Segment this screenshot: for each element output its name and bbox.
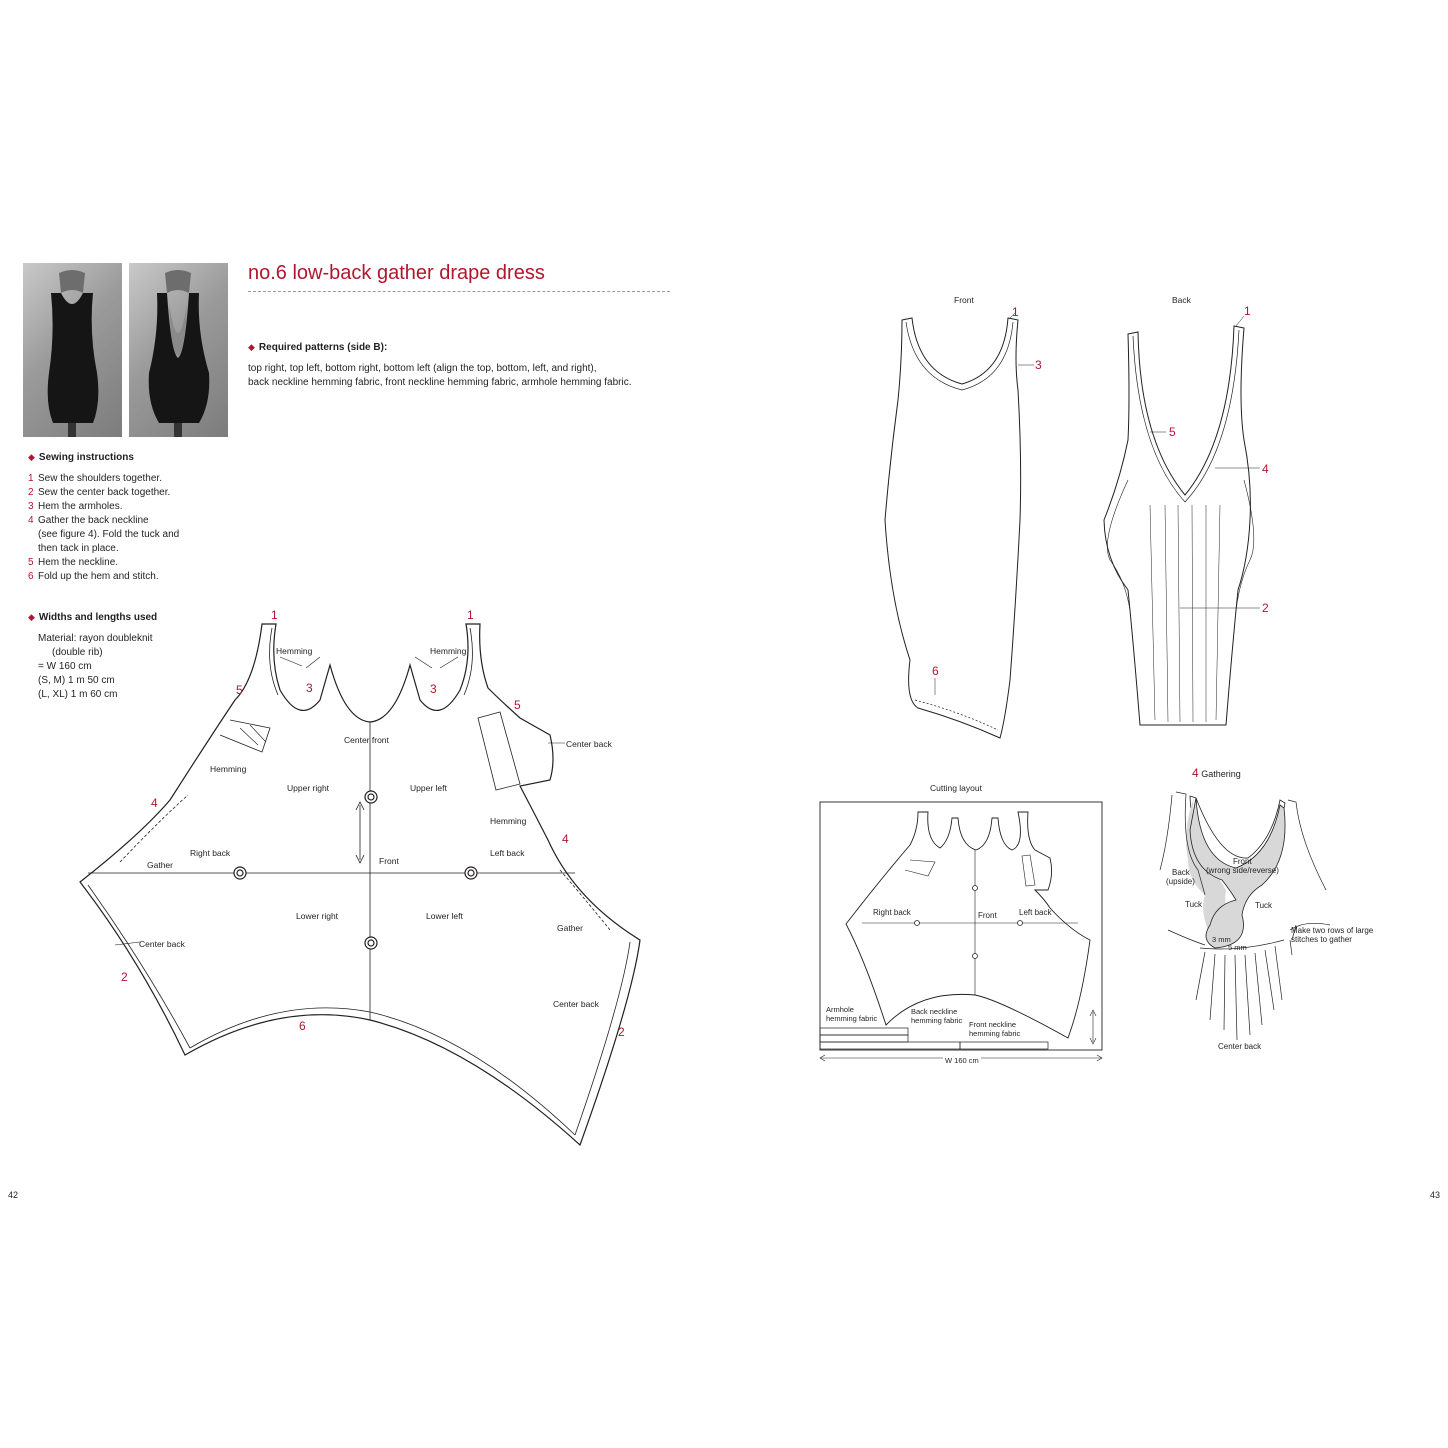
- label-front: Front: [379, 856, 399, 866]
- widths-heading-text: Widths and lengths used: [38, 612, 158, 623]
- step-number: 2: [28, 487, 34, 498]
- cutting-back-neck-label-2: hemming fabric: [911, 1016, 963, 1025]
- diamond-bullet-icon: ◆: [28, 612, 35, 622]
- step-marker: 1: [1012, 305, 1019, 319]
- step-number: 6: [28, 571, 34, 582]
- widths-line: (L, XL) 1 m 60 cm: [38, 689, 118, 700]
- required-patterns-line1: top right, top left, bottom right, bottom left (align the top, bottom, left, and right),: [248, 363, 597, 374]
- step-marker: 2: [618, 1025, 625, 1039]
- gathering-front: Front: [1233, 857, 1252, 866]
- label-hemming: Hemming: [430, 646, 467, 656]
- step-text: Gather the back neckline: [38, 515, 149, 526]
- gathering-back-sub: (upside): [1166, 877, 1195, 886]
- step-number: 4: [28, 515, 34, 526]
- cutting-front: Front: [978, 911, 997, 920]
- step-text: Hem the armholes.: [38, 501, 123, 512]
- label-left-back: Left back: [490, 848, 525, 858]
- label-center-back: Center back: [566, 739, 612, 749]
- required-patterns-heading-text: Required patterns (side B):: [258, 342, 388, 353]
- step-marker: 1: [1244, 304, 1251, 318]
- step-text: (see figure 4). Fold the tuck and: [38, 529, 180, 540]
- label-gather: Gather: [147, 860, 173, 870]
- label-center-back: Center back: [553, 999, 599, 1009]
- step-marker: 5: [1169, 425, 1176, 439]
- cutting-width-label: W 160 cm: [945, 1056, 979, 1065]
- cutting-front-neck-label: Front neckline: [969, 1020, 1017, 1029]
- gathering-label: Gathering: [1201, 769, 1241, 779]
- step-marker: 6: [932, 664, 939, 678]
- label-hemming: Hemming: [490, 816, 527, 826]
- page-number-left: 42: [8, 1190, 19, 1200]
- gathering-tuck-right: Tuck: [1255, 901, 1273, 910]
- label-center-front: Center front: [344, 735, 389, 745]
- cutting-right-back: Right back: [873, 908, 911, 917]
- step-marker: 4: [562, 832, 569, 846]
- label-hemming: Hemming: [210, 764, 247, 774]
- step-text: Fold up the hem and stitch.: [38, 571, 159, 582]
- widths-line: (double rib): [52, 647, 103, 658]
- label-upper-left: Upper left: [410, 783, 447, 793]
- label-center-back: Center back: [139, 939, 185, 949]
- cutting-back-neck-label: Back neckline: [911, 1007, 958, 1016]
- label-upper-right: Upper right: [287, 783, 330, 793]
- step-marker: 4: [1262, 462, 1269, 476]
- widths-line: = W 160 cm: [38, 661, 92, 672]
- step-marker: 6: [299, 1019, 306, 1033]
- cutting-armhole-label: Armhole: [826, 1005, 854, 1014]
- gathering-front-sub: (wrong side/reverse): [1206, 866, 1279, 875]
- cutting-layout-title: Cutting layout: [930, 783, 982, 793]
- gathering-stitch-note-2: stitches to gather: [1291, 935, 1352, 944]
- sewing-instructions-heading-text: Sewing instructions: [38, 452, 134, 463]
- diamond-bullet-icon: ◆: [28, 452, 35, 462]
- gathering-back: Back: [1172, 868, 1190, 877]
- step-marker: 1: [271, 608, 278, 622]
- step-text: then tack in place.: [38, 543, 119, 554]
- gathering-center-back: Center back: [1218, 1042, 1262, 1051]
- step-marker: 5: [514, 698, 521, 712]
- widths-line: (S, M) 1 m 50 cm: [38, 675, 115, 686]
- step-marker: 3: [430, 682, 437, 696]
- step-text: Hem the neckline.: [38, 557, 119, 568]
- label-front-view: Front: [954, 295, 974, 305]
- step-marker: 3: [306, 681, 313, 695]
- required-patterns-line2: back neckline hemming fabric, front neckline hemming fabric, armhole hemming fabric.: [248, 377, 632, 388]
- cutting-armhole-label-2: hemming fabric: [826, 1014, 878, 1023]
- gathering-tuck-left: Tuck: [1185, 900, 1203, 909]
- label-right-back: Right back: [190, 848, 231, 858]
- cutting-left-back: Left back: [1019, 908, 1052, 917]
- step-marker: 5: [236, 683, 243, 697]
- step-marker: 1: [467, 608, 474, 622]
- label-hemming: Hemming: [276, 646, 313, 656]
- gathering-5mm: 5 mm: [1228, 943, 1247, 952]
- step-number: 1: [28, 473, 34, 484]
- step-number: 5: [28, 557, 34, 568]
- label-back-view: Back: [1172, 295, 1191, 305]
- widths-line: Material: rayon doubleknit: [38, 633, 153, 644]
- step-text: Sew the shoulders together.: [38, 473, 162, 484]
- step-number: 3: [28, 501, 34, 512]
- gathering-number: 4: [1192, 766, 1199, 780]
- label-lower-right: Lower right: [296, 911, 339, 921]
- page-number-right: 43: [1430, 1190, 1441, 1200]
- page-title: no.6 low-back gather drape dress: [248, 262, 545, 284]
- label-lower-left: Lower left: [426, 911, 463, 921]
- gathering-3mm: 3 mm: [1212, 935, 1231, 944]
- step-marker: 2: [1262, 601, 1269, 615]
- gathering-stitch-note: Make two rows of large: [1291, 926, 1374, 935]
- label-gather: Gather: [557, 923, 583, 933]
- step-marker: 3: [1035, 358, 1042, 372]
- cutting-front-neck-label-2: hemming fabric: [969, 1029, 1021, 1038]
- step-text: Sew the center back together.: [38, 487, 171, 498]
- step-marker: 4: [151, 796, 158, 810]
- diamond-bullet-icon: ◆: [248, 342, 255, 352]
- step-marker: 2: [121, 970, 128, 984]
